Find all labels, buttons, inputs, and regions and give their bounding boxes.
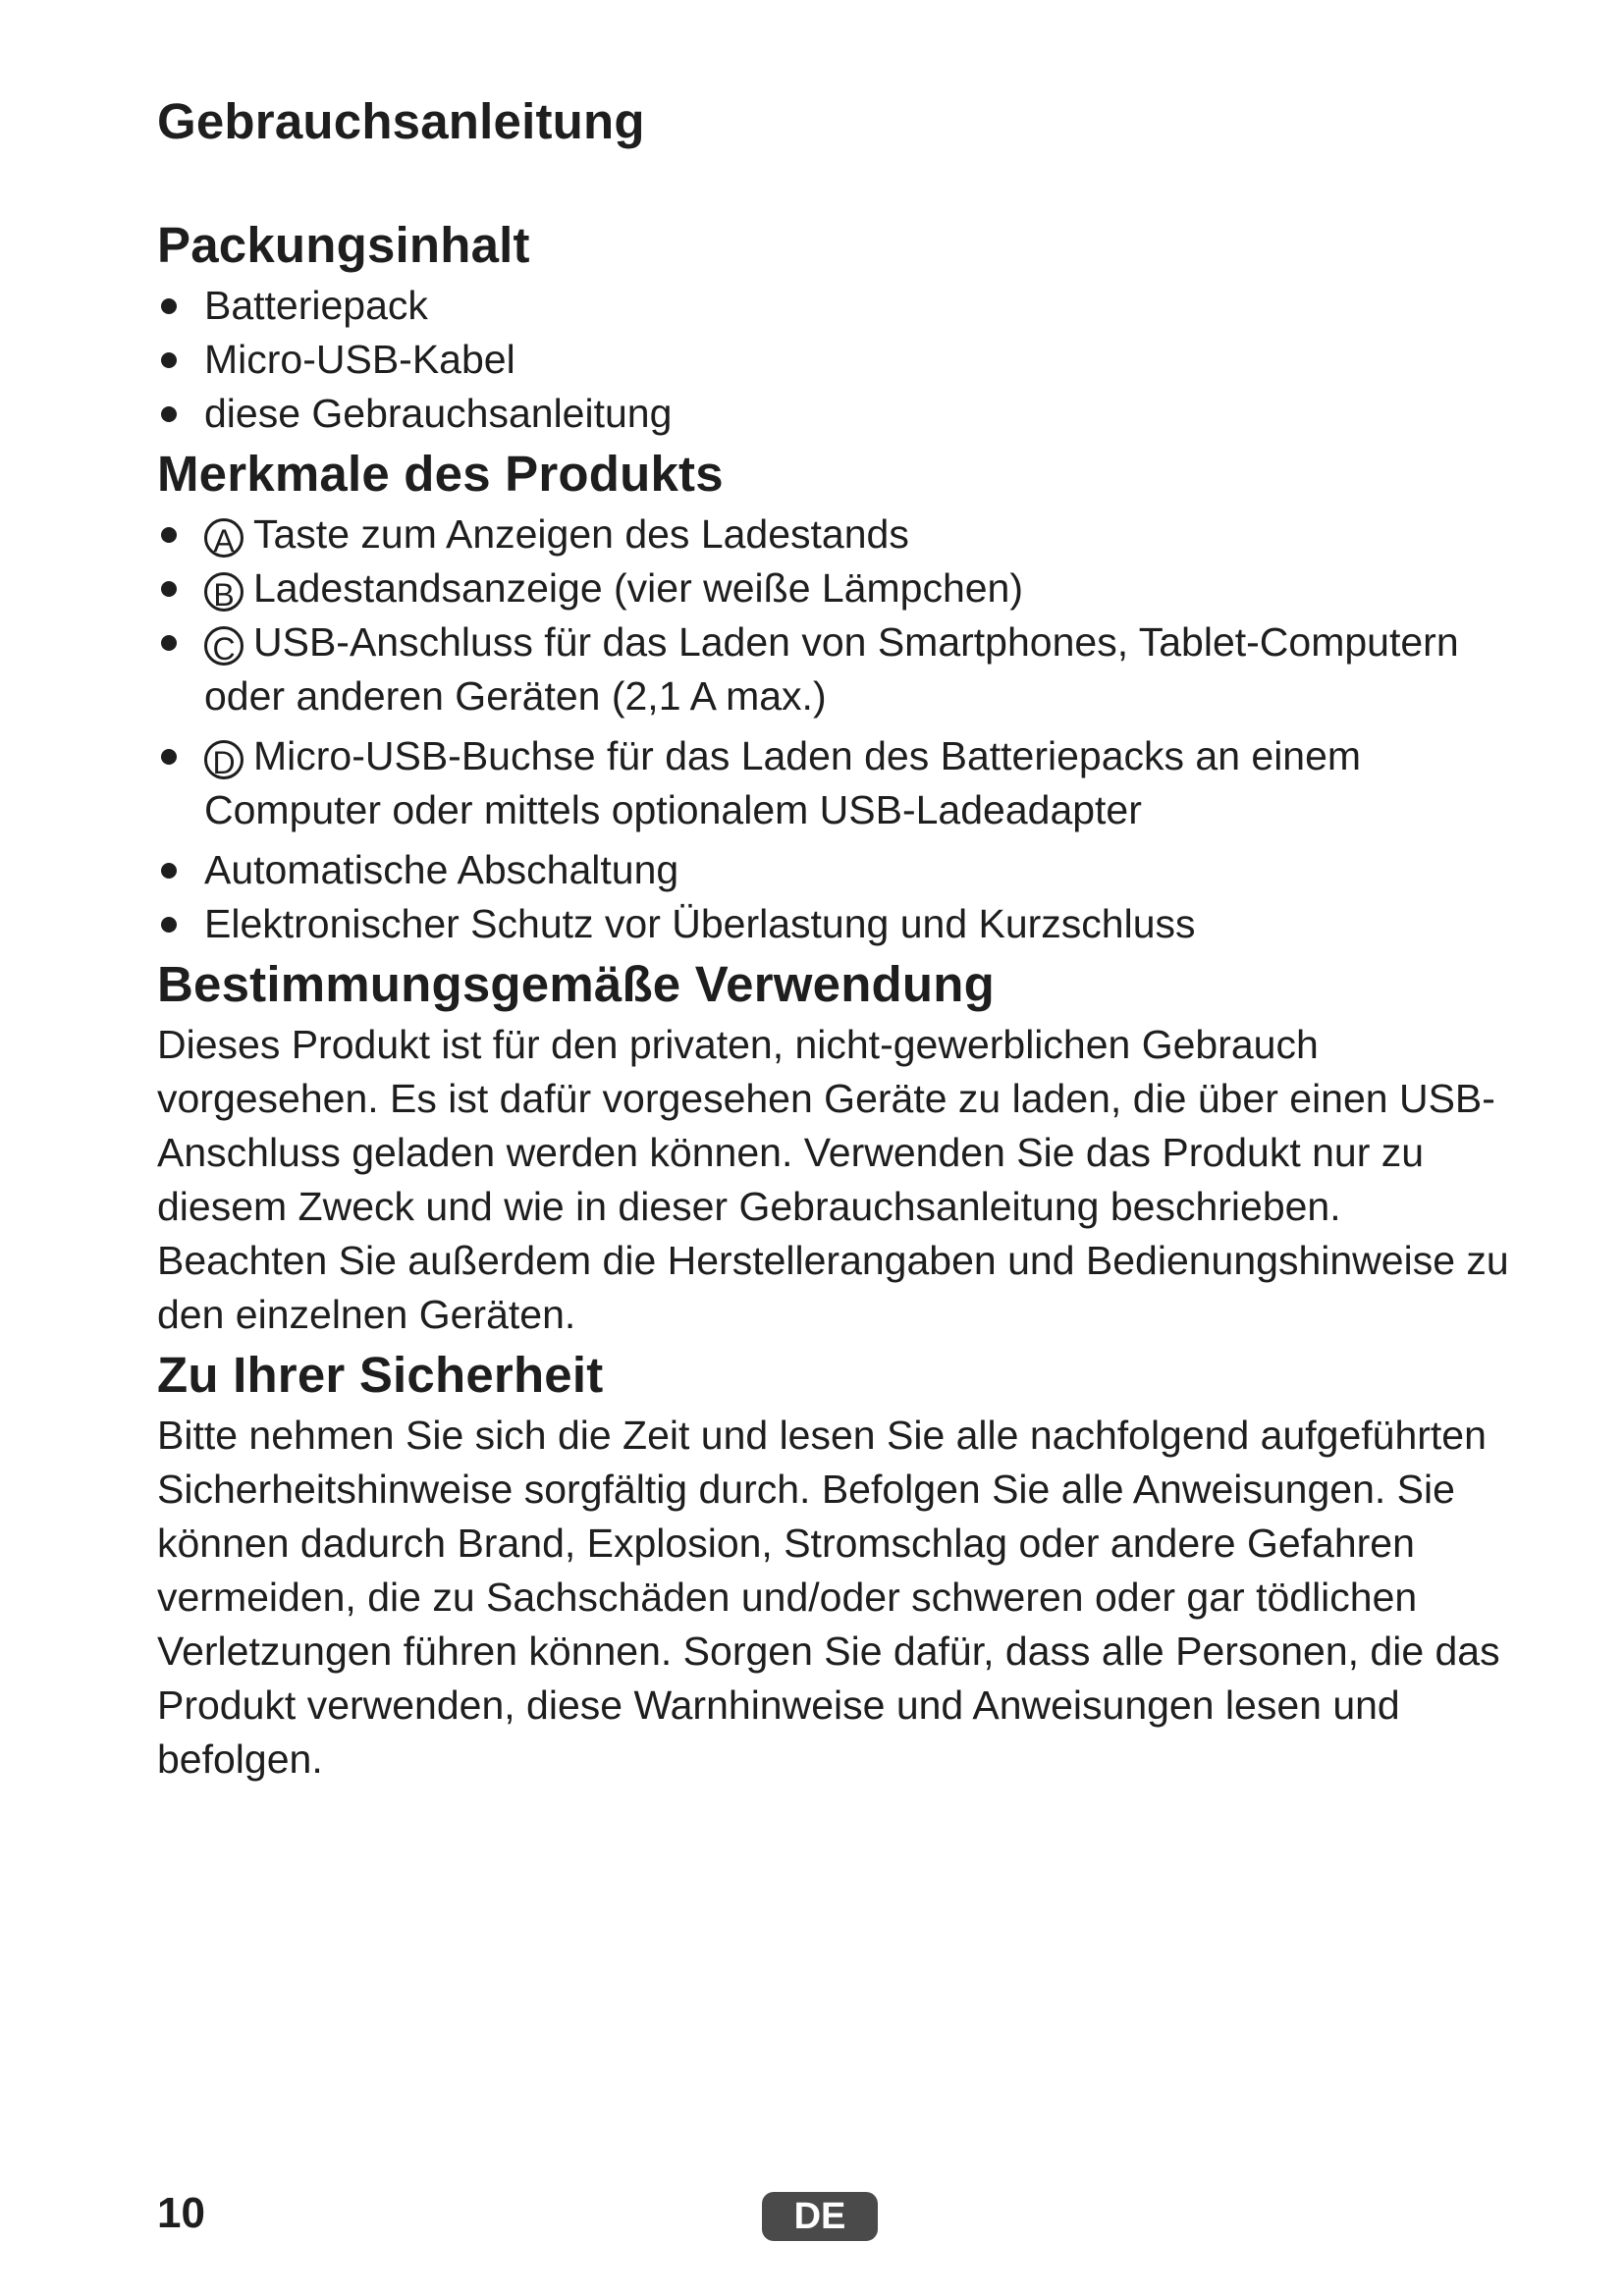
list-item-text: Batteriepack	[204, 283, 428, 328]
list-item-text: Ladestandsanzeige (vier weiße Lämpchen)	[253, 565, 1024, 611]
document-title: Gebrauchsanleitung	[157, 93, 645, 149]
list-item	[157, 843, 1512, 897]
list-item	[157, 561, 1512, 615]
bullet-icon	[161, 635, 177, 651]
list-item-text: Micro-USB-Kabel	[204, 337, 515, 382]
language-badge: DE	[762, 2192, 878, 2241]
intended-use-heading: Bestimmungsgemäße Verwendung	[157, 956, 995, 1012]
features-list	[157, 507, 1512, 951]
page-content	[157, 88, 1512, 1787]
list-item-text: Micro-USB-Buchse für das Laden des Batteriepacks an einem Computer oder mittels optionalem USB-Ladeadapter	[204, 733, 1362, 832]
list-item	[157, 615, 1512, 723]
list-item-text: diese Gebrauchsanleitung	[204, 391, 673, 436]
circled-letter-icon: A	[204, 518, 244, 558]
list-item-text: Taste zum Anzeigen des Ladestands	[253, 511, 909, 557]
list-item	[157, 729, 1512, 837]
bullet-icon	[161, 527, 177, 543]
page-number: 10	[157, 2189, 205, 2237]
safety-heading: Zu Ihrer Sicherheit	[157, 1347, 604, 1403]
list-item-text: Elektronischer Schutz vor Überlastung und Kurzschluss	[204, 901, 1196, 946]
list-item	[157, 897, 1512, 951]
bullet-icon	[161, 863, 177, 879]
bullet-icon	[161, 917, 177, 933]
packing-heading: Packungsinhalt	[157, 217, 530, 273]
bullet-icon	[161, 581, 177, 597]
list-item	[157, 507, 1512, 561]
list-item	[157, 333, 1512, 387]
intended-use-paragraph: Dieses Produkt ist für den privaten, nicht-gewerblichen Gebrauch vorgesehen. Es ist dafür vorgesehen Geräte zu laden, die über einen USB-Anschluss geladen werden können. Verwenden Sie das Produkt nur zu diesem Zweck und wie in dieser Gebrauchsanleitung beschrieben. Beachten Sie außerdem die Herstellerangaben und Bedienungshinweise zu den einzelnen Geräten.	[157, 1022, 1509, 1337]
list-item-text: Automatische Abschaltung	[204, 847, 679, 892]
packing-list	[157, 279, 1512, 441]
safety-paragraph: Bitte nehmen Sie sich die Zeit und lesen Sie alle nachfolgend aufgeführten Sicherheitshinweise sorgfältig durch. Befolgen Sie alle Anweisungen. Sie können dadurch Brand, Explosion, Stromschlag oder andere Gefahren vermeiden, die zu Sachschäden und/oder schweren oder gar tödlichen Verletzungen führen können. Sorgen Sie dafür, dass alle Personen, die das Produkt verwenden, diese Warnhinweise und Anweisungen lesen und befolgen.	[157, 1413, 1500, 1782]
features-heading: Merkmale des Produkts	[157, 446, 724, 502]
bullet-icon	[161, 749, 177, 765]
bullet-icon	[161, 298, 177, 314]
list-item-text: USB-Anschluss für das Laden von Smartphones, Tablet-Computern oder anderen Geräten (2,1 A max.)	[204, 619, 1459, 719]
bullet-icon	[161, 406, 177, 422]
list-item	[157, 279, 1512, 333]
circled-letter-icon: D	[204, 740, 244, 779]
bullet-icon	[161, 352, 177, 368]
circled-letter-icon: B	[204, 572, 244, 612]
list-item	[157, 387, 1512, 441]
circled-letter-icon: C	[204, 626, 244, 666]
